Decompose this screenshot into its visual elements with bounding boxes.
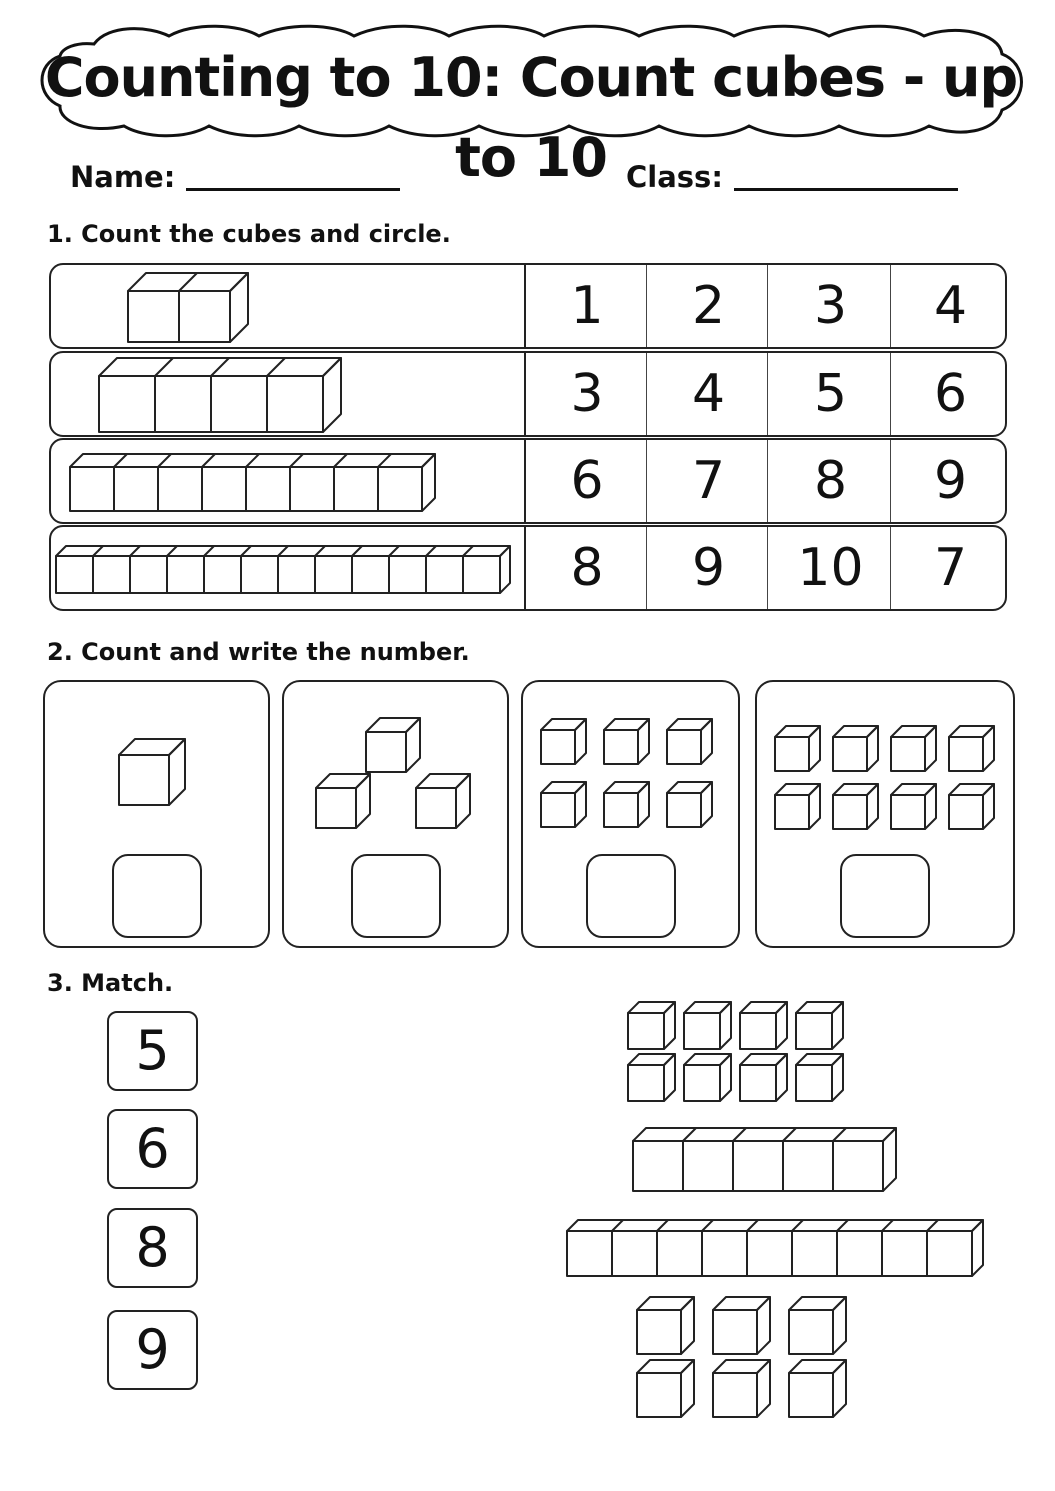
cube (416, 774, 470, 828)
cube (604, 782, 649, 827)
q1-option[interactable]: 1 (570, 276, 604, 336)
q1-cubes (0, 272, 520, 345)
q1-cubes (0, 545, 520, 596)
q1-option[interactable]: 9 (933, 451, 968, 511)
q1-option[interactable]: 6 (933, 364, 968, 424)
q1-cubes (0, 453, 520, 514)
q1-option[interactable]: 7 (933, 538, 968, 598)
cube (775, 726, 820, 771)
cube (833, 726, 878, 771)
class-line[interactable] (734, 188, 958, 191)
match-number-card[interactable]: 9 (107, 1310, 198, 1390)
match-number-card[interactable]: 6 (107, 1109, 198, 1189)
q2-heading: 2. Count and write the number. (47, 638, 470, 666)
q2-cubes (521, 700, 740, 840)
cube (713, 1360, 770, 1417)
q2-cubes (282, 700, 509, 840)
q1-option[interactable]: 4 (691, 364, 726, 424)
cube-row (567, 1220, 983, 1276)
cube (789, 1360, 846, 1417)
cube (949, 726, 994, 771)
q1-option[interactable]: 8 (813, 451, 848, 511)
name-line[interactable] (186, 188, 400, 191)
q1-option[interactable]: 4 (933, 276, 968, 336)
q2-cubes (755, 700, 1015, 840)
cube (667, 782, 712, 827)
q1-option[interactable]: 6 (570, 451, 604, 511)
match-cube-group (564, 995, 1004, 1105)
cube-row (99, 358, 341, 432)
q1-option[interactable]: 5 (813, 364, 848, 424)
class-label: Class: (626, 160, 723, 194)
cube (628, 1054, 675, 1101)
cube-row (128, 273, 248, 342)
cube (628, 1002, 675, 1049)
cube (949, 784, 994, 829)
cube (541, 782, 586, 827)
q1-option[interactable]: 7 (691, 451, 726, 511)
q1-option[interactable]: 8 (570, 538, 604, 598)
cube (713, 1297, 770, 1354)
match-number-card[interactable]: 5 (107, 1011, 198, 1091)
match-number-card[interactable]: 8 (107, 1208, 198, 1288)
match-cube-group (564, 1220, 1004, 1284)
answer-box[interactable] (351, 854, 441, 938)
q2-cubes (43, 700, 270, 840)
q1-option[interactable]: 9 (691, 538, 726, 598)
name-label: Name: (70, 160, 176, 194)
answer-box[interactable] (586, 854, 676, 938)
cube (891, 726, 936, 771)
cube (740, 1054, 787, 1101)
answer-box[interactable] (840, 854, 930, 938)
cube-row (70, 454, 435, 511)
cube-row (56, 546, 510, 593)
cube (740, 1002, 787, 1049)
q1-option[interactable]: 3 (813, 276, 848, 336)
answer-box[interactable] (112, 854, 202, 938)
cube (316, 774, 370, 828)
q1-option[interactable]: 2 (691, 276, 726, 336)
cube (667, 719, 712, 764)
cube (789, 1297, 846, 1354)
cube (119, 739, 185, 805)
cube (637, 1297, 694, 1354)
cube (366, 718, 420, 772)
cube (684, 1054, 731, 1101)
match-cube-group (564, 1128, 1004, 1196)
cube (796, 1002, 843, 1049)
cube (604, 719, 649, 764)
q1-option[interactable]: 3 (570, 364, 604, 424)
q1-heading: 1. Count the cubes and circle. (47, 220, 451, 248)
cube (833, 784, 878, 829)
cube (637, 1360, 694, 1417)
cube (796, 1054, 843, 1101)
cube (775, 784, 820, 829)
cube (891, 784, 936, 829)
cube (684, 1002, 731, 1049)
cube-row (633, 1128, 896, 1191)
q3-heading: 3. Match. (47, 969, 174, 997)
q1-option[interactable]: 10 (797, 538, 864, 598)
page-title: Counting to 10: Count cubes - up to 10 (44, 46, 1018, 189)
match-cube-group (564, 1295, 1004, 1420)
q1-cubes (0, 357, 520, 435)
cube (541, 719, 586, 764)
